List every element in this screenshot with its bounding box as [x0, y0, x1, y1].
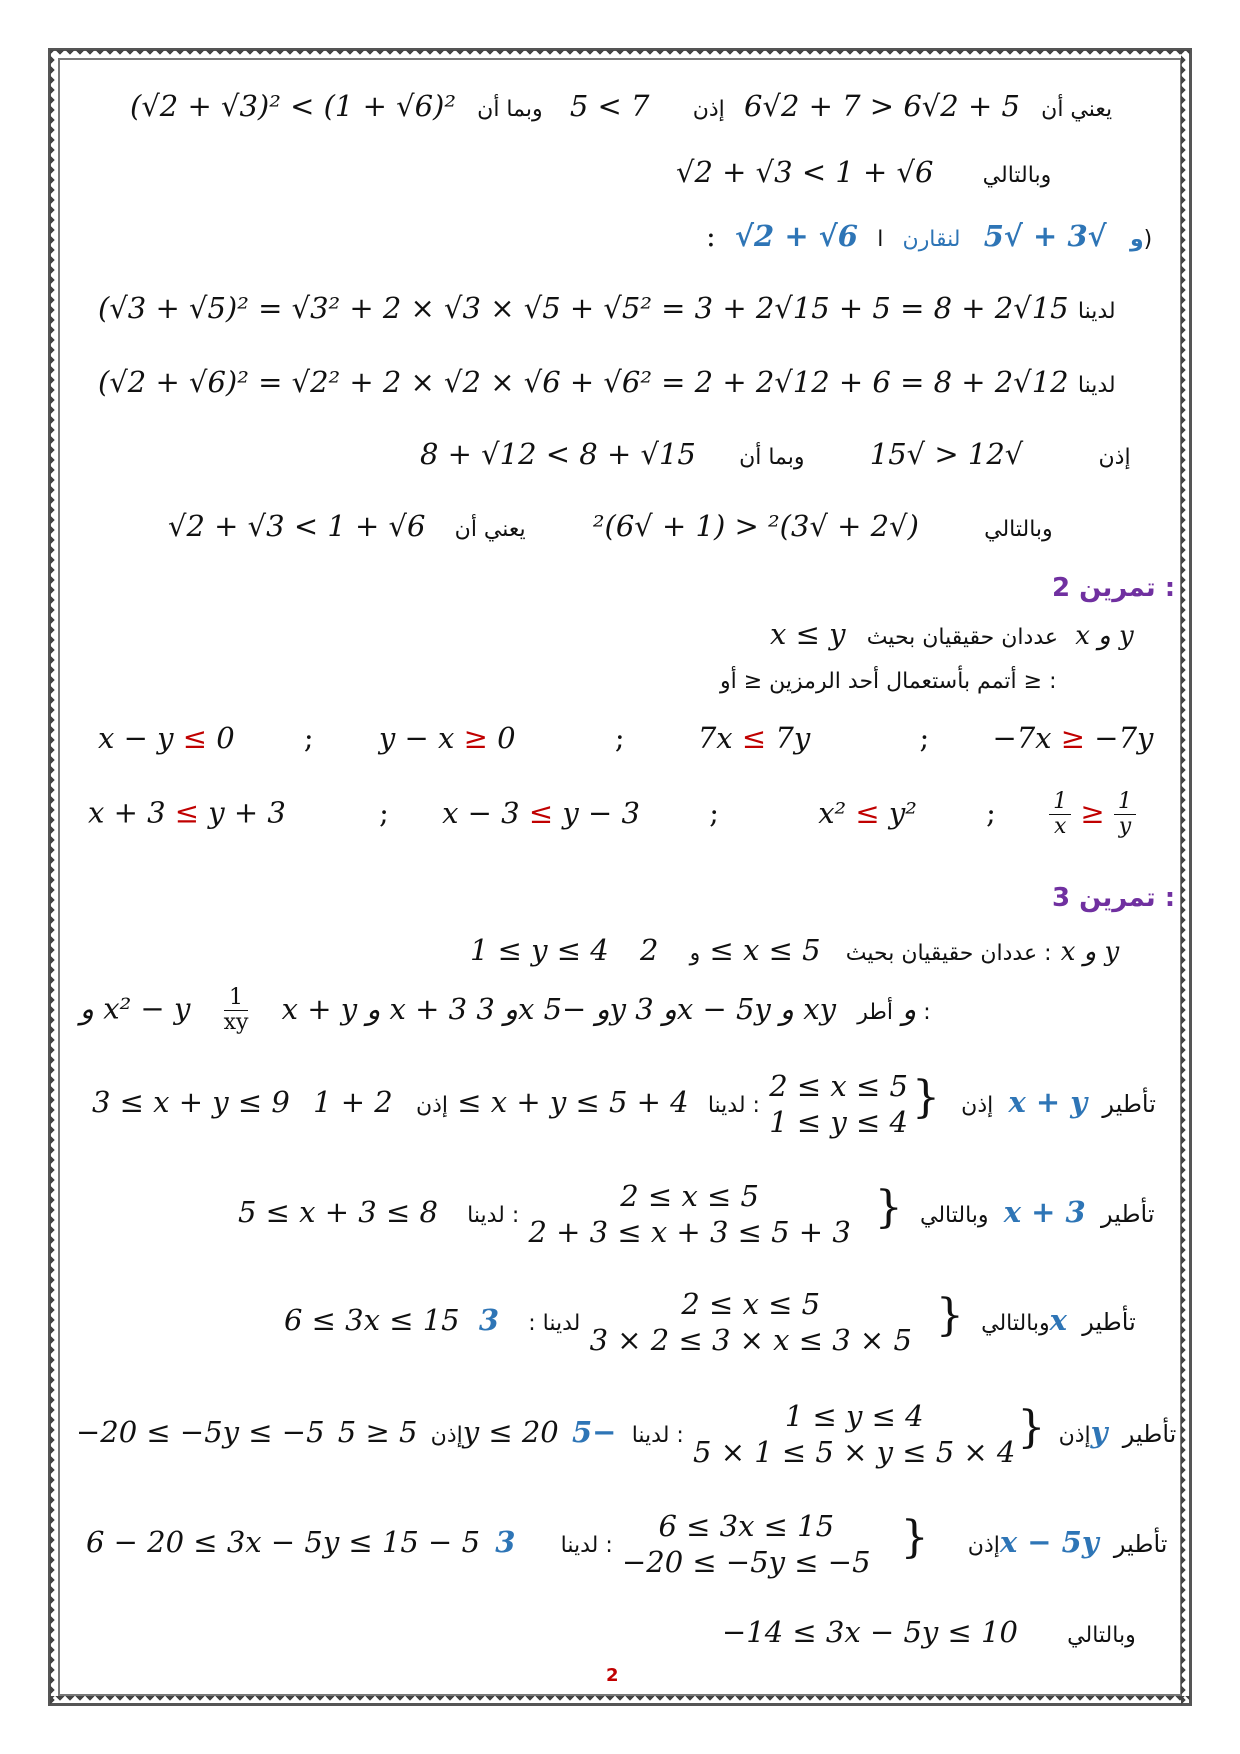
system	[528, 1178, 850, 1250]
math-expr: (√3 + √5)² = √3² + 2 × √3 × √5 + √5² = 3 + 2√15 + 5 = 8 + 2√15	[98, 291, 1069, 325]
ex2-line-1	[770, 614, 1134, 658]
ex3-line-1	[470, 930, 1119, 974]
arabic-text: تأطير	[1102, 1090, 1156, 1118]
ineq-5	[818, 796, 917, 830]
final-result	[722, 1612, 1136, 1656]
separator: ;	[919, 721, 930, 755]
ineq-right: y + 3	[199, 795, 286, 830]
system-line: 5 × 1 ≤ 5 × y ≤ 5 × 4	[693, 1435, 1016, 1469]
arabic-text: إذن	[430, 1423, 463, 1448]
part-b-header	[706, 216, 1152, 260]
separator: ;	[709, 795, 719, 830]
border-pattern-bottom	[50, 1696, 1190, 1705]
ineq-right: −7y	[1085, 721, 1154, 755]
ineq-symbol: ≤	[855, 795, 880, 830]
math-expr: √2 + √3 < 1 + √6	[676, 155, 934, 189]
framed-expr: x + y	[1008, 1085, 1088, 1119]
compare-expr-2: √2 + √6	[735, 219, 858, 253]
ineq-symbol: ≤	[741, 721, 767, 755]
left-brace: {	[874, 1182, 903, 1233]
math-expr: 6 − 20 ≤ 3x − 5y ≤ 15 − 5	[86, 1525, 481, 1559]
arabic-text: لدينا	[1077, 299, 1116, 324]
system	[769, 1068, 908, 1140]
framed-expr: −5y	[571, 1415, 1108, 1449]
arabic-text: تأطير	[1122, 1420, 1177, 1448]
ineq-right: 0	[487, 721, 516, 755]
part-b-line-2	[98, 362, 1116, 406]
math-expr: (√2 + √6)² = √2² + 2 × √2 × √6 + √6² = 2 + 2√12 + 6 = 8 + 2√12	[98, 365, 1069, 399]
arabic-text: وبالتالي	[981, 1311, 1050, 1336]
separator: ;	[303, 721, 314, 755]
ineq-left: x − y	[98, 721, 183, 755]
part-b-line-3	[420, 434, 1131, 478]
framed-expr: 3x	[478, 1303, 1067, 1337]
math-expr: −14 ≤ 3x − 5y ≤ 10	[722, 1615, 1018, 1649]
exercise-title-text: تمرين 3 :	[1052, 883, 1176, 913]
ineq-frac	[1049, 789, 1136, 839]
arabic-text: يعني أن	[454, 517, 526, 542]
math-expr: 5 ≤ 5y ≤ 20	[337, 1415, 559, 1449]
system-line: 2 + 3 ≤ x + 3 ≤ 5 + 3	[528, 1215, 851, 1249]
math-expr: 2 + 1 ≤ x + y ≤ 5 + 4	[313, 1085, 689, 1119]
ineq-right: y²	[879, 795, 917, 830]
fraction-1-over-y: $\frac{1}{y}$	[1114, 790, 1136, 839]
math-expr: 8 + √12 < 8 + √15	[420, 437, 696, 471]
math-expr: 6 ≤ 3x ≤ 15	[284, 1303, 460, 1337]
arabic-text: : لدينا	[467, 1203, 520, 1228]
math-expr: x ≤ y	[770, 617, 846, 651]
page-number: 2	[606, 1665, 619, 1686]
arabic-text: لدينا	[1077, 373, 1116, 398]
framing-3x-minus-5y	[86, 1508, 1167, 1580]
math-expr: 2 ≤ x ≤ 5	[639, 933, 821, 967]
ineq-symbol: ≤	[528, 795, 554, 830]
arabic-text: وبالتالي	[1067, 1623, 1136, 1648]
ineq-right: y − 3	[553, 795, 640, 830]
framed-expr: 3x − 5y	[495, 1525, 1099, 1559]
math-vars: x و y	[1075, 621, 1134, 651]
arabic-text: تأطير	[1113, 1530, 1168, 1558]
border-pattern-right	[1181, 50, 1190, 1705]
arabic-text: : لدينا	[560, 1533, 613, 1558]
ineq-symbol: ≤	[182, 721, 208, 755]
arabic-text: إذن	[967, 1533, 1000, 1558]
ineq-4	[98, 721, 235, 755]
math-expr: (√2 + √3)² < (1 + √6)²	[130, 89, 456, 123]
system-line: 2 ≤ x ≤ 5	[769, 1069, 908, 1103]
system	[622, 1508, 871, 1580]
border-pattern-top	[50, 50, 1190, 59]
arabic-text: أطر :	[857, 999, 931, 1025]
arabic-text: إذن	[415, 1093, 449, 1118]
part-b-line-4	[168, 506, 1053, 550]
math-expr: 5 + 2√6 < 7 + 2√6	[744, 89, 1020, 123]
ineq-left: −7x	[992, 721, 1061, 755]
arabic-text: إذن	[961, 1093, 994, 1118]
arabic-text: أتمم بأستعمال أحد الرمزين ≤ أو ≥ :	[720, 669, 1057, 694]
ex2-line-2	[720, 658, 1057, 702]
system	[590, 1286, 912, 1358]
ineq-left: 7x	[697, 721, 742, 755]
arabic-text: إذن	[1058, 1423, 1091, 1448]
left-brace: {	[911, 1072, 940, 1123]
part-a-line-1	[130, 86, 1112, 130]
left-brace: {	[935, 1290, 964, 1341]
ineq-2	[698, 721, 810, 755]
system-line: −20 ≤ −5y ≤ −5	[622, 1545, 871, 1579]
math-expr: √2 + √3 < 1 + √6	[168, 509, 426, 543]
arabic-text: يعني أن	[1041, 97, 1113, 122]
arabic-text: : لدينا	[707, 1093, 760, 1118]
ineq-symbol: ≤	[174, 795, 200, 830]
arabic-text: إذن	[1098, 445, 1131, 470]
framing-3x	[284, 1286, 1136, 1358]
system-line: 3 × 2 ≤ 3 × x ≤ 3 × 5	[589, 1323, 912, 1357]
math-expr: 3 ≤ x + y ≤ 9	[92, 1085, 290, 1119]
separator: ;	[986, 795, 996, 830]
ineq-left: x − 3	[442, 795, 529, 830]
math-vars: x و y	[1060, 937, 1120, 967]
ineq-1	[992, 721, 1153, 755]
arabic-text: وبالتالي	[982, 163, 1052, 188]
left-brace: {	[900, 1512, 929, 1563]
math-expr: 7 > 5	[569, 89, 650, 123]
system-line: 2 ≤ x ≤ 5	[620, 1179, 759, 1213]
math-expr: −20 ≤ −5y ≤ −5	[76, 1415, 325, 1449]
ex2-row-1	[98, 718, 1154, 758]
left-brace: {	[1017, 1402, 1046, 1453]
border-pattern-left	[50, 50, 59, 1705]
ex3-line-2	[80, 986, 931, 1035]
math-expr: √12 < √15	[869, 437, 1024, 471]
system	[693, 1398, 1015, 1470]
ineq-right: 7y	[766, 721, 811, 755]
arabic-text: و	[689, 941, 701, 966]
ineq-left: y − x	[378, 721, 464, 755]
ineq-symbol: ≥	[1080, 795, 1105, 830]
arabic-text: تأطير	[1100, 1200, 1155, 1228]
colon: :	[706, 219, 716, 253]
arabic-text: وبالتالي	[920, 1203, 989, 1228]
arabic-text: و	[1129, 227, 1144, 252]
arabic-text: وبالتالي	[984, 517, 1053, 542]
arabic-text: وبما أن	[739, 445, 805, 470]
exercise-3-title	[1052, 876, 1175, 918]
fraction-1-over-x: $\frac{1}{x}$	[1049, 790, 1071, 839]
ineq-3	[379, 721, 516, 755]
system-line: 6 ≤ 3x ≤ 15	[658, 1509, 835, 1543]
arabic-text: عددان حقيقيان بحيث :	[845, 941, 1052, 966]
arabic-text: وبما أن	[477, 97, 543, 122]
math-expr: 5 ≤ x + 3 ≤ 8	[238, 1195, 438, 1229]
system-line: 2 ≤ x ≤ 5	[681, 1287, 821, 1321]
system-line: 1 ≤ y ≤ 4	[784, 1399, 924, 1433]
separator: ;	[379, 795, 389, 830]
arabic-text: لدينا :	[528, 1311, 581, 1336]
math-expr: x + y و x + 3 و 3x و −5y و 3x − 5y و xy و	[281, 991, 917, 1026]
ineq-right: 0	[207, 721, 235, 755]
part-b-line-1	[98, 288, 1116, 332]
exercise-2-title	[1052, 566, 1175, 608]
arabic-text: تأطير	[1082, 1308, 1136, 1336]
ineq-7	[88, 796, 286, 830]
compare-expr-1: √3 + √5	[983, 219, 1107, 253]
ex2-row-2	[88, 790, 1148, 839]
ineq-symbol: ≥	[1060, 721, 1086, 755]
math-expr: (√2 + √3)² < (1 + √6)²	[592, 509, 919, 543]
arabic-text: لنقارن	[902, 227, 961, 252]
part-a-line-2	[676, 152, 1051, 196]
system-line: 1 ≤ y ≤ 4	[769, 1105, 908, 1139]
arabic-text: عددان حقيقيان بحيث	[866, 625, 1058, 650]
framing-minus-5y	[76, 1398, 1176, 1470]
framed-expr: x + 3	[1003, 1195, 1086, 1229]
ineq-6	[442, 796, 640, 830]
framing-x-plus-3	[238, 1178, 1155, 1250]
section-label: ا)	[877, 227, 1153, 252]
ineq-left: x + 3	[88, 795, 175, 830]
arabic-text: إذن	[692, 97, 725, 122]
separator: ;	[614, 721, 625, 755]
fraction-1-over-xy: $\frac{1}{xy}$	[223, 985, 249, 1035]
arabic-text: : لدينا	[631, 1423, 684, 1448]
framing-x-plus-y	[92, 1068, 1156, 1140]
math-expr: 1 ≤ y ≤ 4	[470, 933, 609, 967]
ineq-left: x²	[818, 795, 856, 830]
exercise-title-text: تمرين 2 :	[1052, 573, 1176, 603]
math-expr: و x² − y	[80, 991, 191, 1026]
ineq-symbol: ≥	[463, 721, 488, 755]
